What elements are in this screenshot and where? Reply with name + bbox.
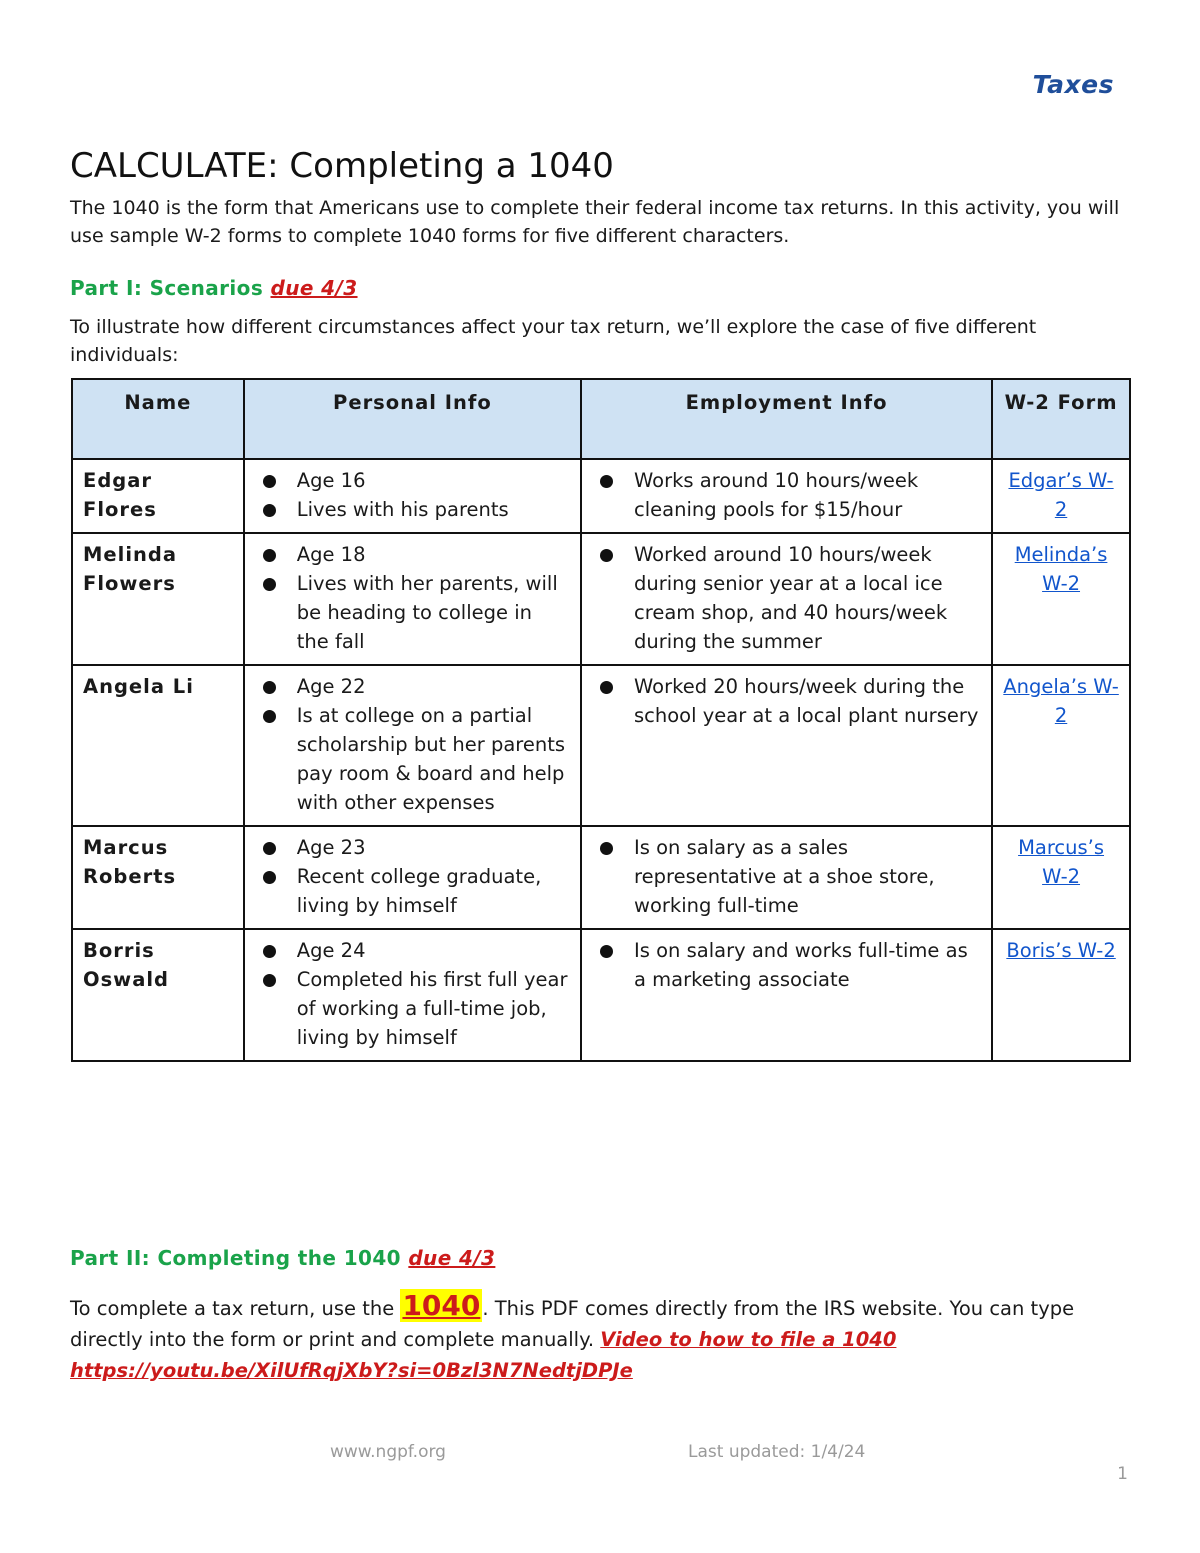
list-item: Age 16 bbox=[297, 466, 570, 495]
table-row bbox=[72, 665, 1130, 826]
list-item: Completed his first full year of working a full-time job, living by himself bbox=[297, 965, 570, 1052]
table-header-row bbox=[72, 379, 1130, 459]
part1-heading-label: Part I: Scenarios bbox=[70, 276, 271, 300]
header-name: Name bbox=[72, 379, 244, 459]
w2-link-boris[interactable]: Boris’s W-2 bbox=[1006, 939, 1116, 962]
row-name: Marcus Roberts bbox=[72, 826, 244, 929]
list-item: Lives with his parents bbox=[297, 495, 570, 524]
page-title: CALCULATE: Completing a 1040 bbox=[70, 146, 614, 186]
part1-due-date: due 4/3 bbox=[270, 276, 358, 300]
list-item: Recent college graduate, living by himself bbox=[297, 862, 570, 920]
row-employment-info bbox=[581, 459, 992, 533]
row-personal-info bbox=[244, 533, 581, 665]
list-item: Is on salary and works full-time as a marketing associate bbox=[634, 936, 981, 994]
section-tag: Taxes bbox=[1032, 70, 1114, 99]
list-item: Age 22 bbox=[297, 672, 570, 701]
part2-heading-label: Part II: Completing the 1040 bbox=[70, 1246, 409, 1270]
table-row bbox=[72, 533, 1130, 665]
w2-link-edgar[interactable]: Edgar’s W-2 bbox=[1008, 469, 1114, 521]
row-name: Borris Oswald bbox=[72, 929, 244, 1061]
table-row bbox=[72, 459, 1130, 533]
list-item: Age 23 bbox=[297, 833, 570, 862]
part1-lead: To illustrate how different circumstances affect your tax return, we’ll explore the case of five different individuals: bbox=[70, 316, 1037, 366]
footer-last-updated: Last updated: 1/4/24 bbox=[688, 1442, 866, 1462]
part2-due-date: due 4/3 bbox=[408, 1246, 496, 1270]
intro-paragraph: The 1040 is the form that Americans use to complete their federal income tax returns. In this activity, you will use sample W-2 forms to complete 1040 forms for five different characters. bbox=[70, 197, 1120, 247]
list-item: Age 18 bbox=[297, 540, 570, 569]
row-w2-cell bbox=[992, 665, 1130, 826]
table-row bbox=[72, 826, 1130, 929]
row-w2-cell bbox=[992, 826, 1130, 929]
row-personal-info bbox=[244, 826, 581, 929]
part1-heading bbox=[70, 276, 358, 300]
row-w2-cell bbox=[992, 459, 1130, 533]
part2-heading bbox=[70, 1246, 495, 1270]
w2-link-angela[interactable]: Angela’s W-2 bbox=[1003, 675, 1119, 727]
form-1040-link[interactable]: 1040 bbox=[402, 1289, 481, 1322]
list-item: Is on salary as a sales representative at a shoe store, working full-time bbox=[634, 833, 981, 920]
row-personal-info bbox=[244, 459, 581, 533]
table-row bbox=[72, 929, 1130, 1061]
list-item: Is at college on a partial scholarship but her parents pay room & board and help with other expenses bbox=[297, 701, 570, 817]
part2-paragraph bbox=[70, 1290, 1130, 1386]
header-w2-form: W-2 Form bbox=[992, 379, 1130, 459]
part2-text-after: . This PDF comes directly from the IRS website. You can type directly into the form or print and complete manually. bbox=[70, 1297, 1075, 1351]
page-number: 1 bbox=[1117, 1464, 1128, 1484]
list-item: Worked 20 hours/week during the school year at a local plant nursery bbox=[634, 672, 981, 730]
row-name: Melinda Flowers bbox=[72, 533, 244, 665]
w2-link-marcus[interactable]: Marcus’s W-2 bbox=[1018, 836, 1105, 888]
row-w2-cell bbox=[992, 533, 1130, 665]
w2-link-melinda[interactable]: Melinda’s W-2 bbox=[1014, 543, 1108, 595]
list-item: Worked around 10 hours/week during senior year at a local ice cream shop, and 40 hours/week during the summer bbox=[634, 540, 981, 656]
footer-website: www.ngpf.org bbox=[330, 1442, 446, 1462]
row-personal-info bbox=[244, 665, 581, 826]
scenarios-table bbox=[71, 378, 1131, 1062]
row-employment-info bbox=[581, 929, 992, 1061]
row-employment-info bbox=[581, 533, 992, 665]
list-item: Works around 10 hours/week cleaning pools for $15/hour bbox=[634, 466, 981, 524]
part2-text-before: To complete a tax return, use the bbox=[70, 1297, 401, 1320]
row-name: Angela Li bbox=[72, 665, 244, 826]
row-personal-info bbox=[244, 929, 581, 1061]
list-item: Age 24 bbox=[297, 936, 570, 965]
row-w2-cell bbox=[992, 929, 1130, 1061]
row-name: Edgar Flores bbox=[72, 459, 244, 533]
header-employment-info: Employment Info bbox=[581, 379, 992, 459]
row-employment-info bbox=[581, 665, 992, 826]
row-employment-info bbox=[581, 826, 992, 929]
video-link[interactable]: Video to how to file a 1040 https://youtu.be/XilUfRqjXbY?si=0Bzl3N7NedtjDPJe bbox=[70, 1328, 897, 1382]
list-item: Lives with her parents, will be heading to college in the fall bbox=[297, 569, 570, 656]
header-personal-info: Personal Info bbox=[244, 379, 581, 459]
